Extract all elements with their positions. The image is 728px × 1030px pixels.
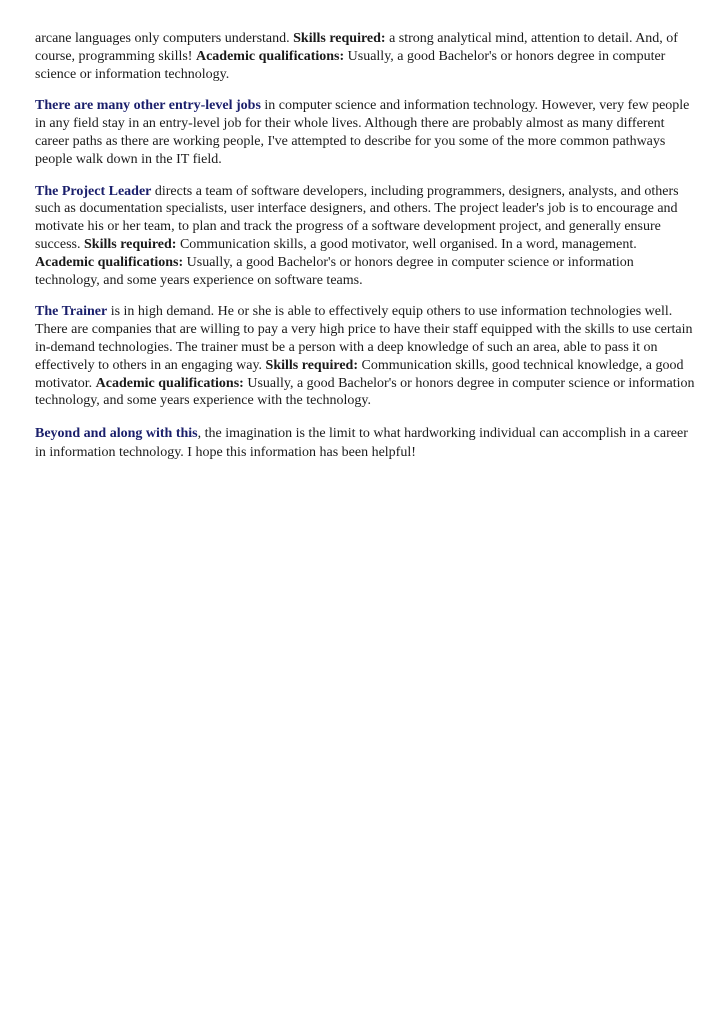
entry-level-heading: There are many other entry-level jobs — [35, 98, 261, 114]
project-leader-paragraph — [35, 183, 697, 290]
closing-heading: Beyond and along with this — [35, 426, 198, 442]
entry-level-paragraph — [35, 97, 697, 168]
intro-paragraph — [35, 30, 697, 83]
project-leader-heading: The Project Leader — [35, 183, 152, 199]
project-leader-skills-label: Skills required: — [84, 236, 177, 252]
entry-level-text: in computer science and information technology. However, very few people in any field stay in an entry-level job for their whole lives. Although there are probably almost as many different career paths as there are working people, I've attempted to describe for you some of the more common pathways people walk down in the IT field. — [35, 98, 690, 167]
closing-paragraph — [35, 424, 697, 462]
intro-text-3: Usually, a good Bachelor's or honors degree in computer science or information technology. — [35, 48, 666, 82]
trainer-text-2: Communication skills, good technical knowledge, a good motivator. — [35, 357, 684, 391]
trainer-academic-label: Academic qualifications: — [95, 375, 244, 391]
intro-text-2: a strong analytical mind, attention to detail. And, of course, programming skills! — [35, 31, 678, 64]
closing-text: , the imagination is the limit to what hardworking individual can accomplish in a career in information technology. I hope this information has been helpful! — [35, 426, 688, 461]
project-leader-academic-label: Academic qualifications: — [35, 254, 184, 270]
trainer-heading: The Trainer — [35, 304, 108, 320]
trainer-text-3: Usually, a good Bachelor's or honors degree in computer science or information technology, and some years experience with the technology. — [35, 375, 695, 409]
document-page — [35, 30, 697, 476]
project-leader-text-1: directs a team of software developers, including programmers, designers, analysts, and others such as documentation specialists, user interface designers, and others. The project leader's job is to encourage and motivate his or her team, to plan and track the progress of a software development project, and generally ensure success. — [35, 183, 679, 252]
project-leader-text-2: Communication skills, a good motivator, well organised. In a word, management. — [176, 236, 637, 252]
intro-skills-label: Skills required: — [293, 31, 386, 46]
intro-text-1: arcane languages only computers understand. — [35, 31, 294, 46]
trainer-skills-label: Skills required: — [265, 357, 358, 373]
trainer-text-1: is in high demand. He or she is able to effectively equip others to use information technologies well. There are companies that are willing to pay a very high price to have their staff equipped with the skills to use certain in-demand technologies. The trainer must be a person with a deep knowledge of such an area, able to pass it on effectively to others in an engaging way. — [35, 304, 693, 373]
project-leader-text-3: Usually, a good Bachelor's or honors degree in computer science or information technology, and some years experience on software teams. — [35, 254, 634, 288]
intro-academic-label: Academic qualifications: — [195, 48, 345, 64]
trainer-paragraph — [35, 303, 697, 410]
